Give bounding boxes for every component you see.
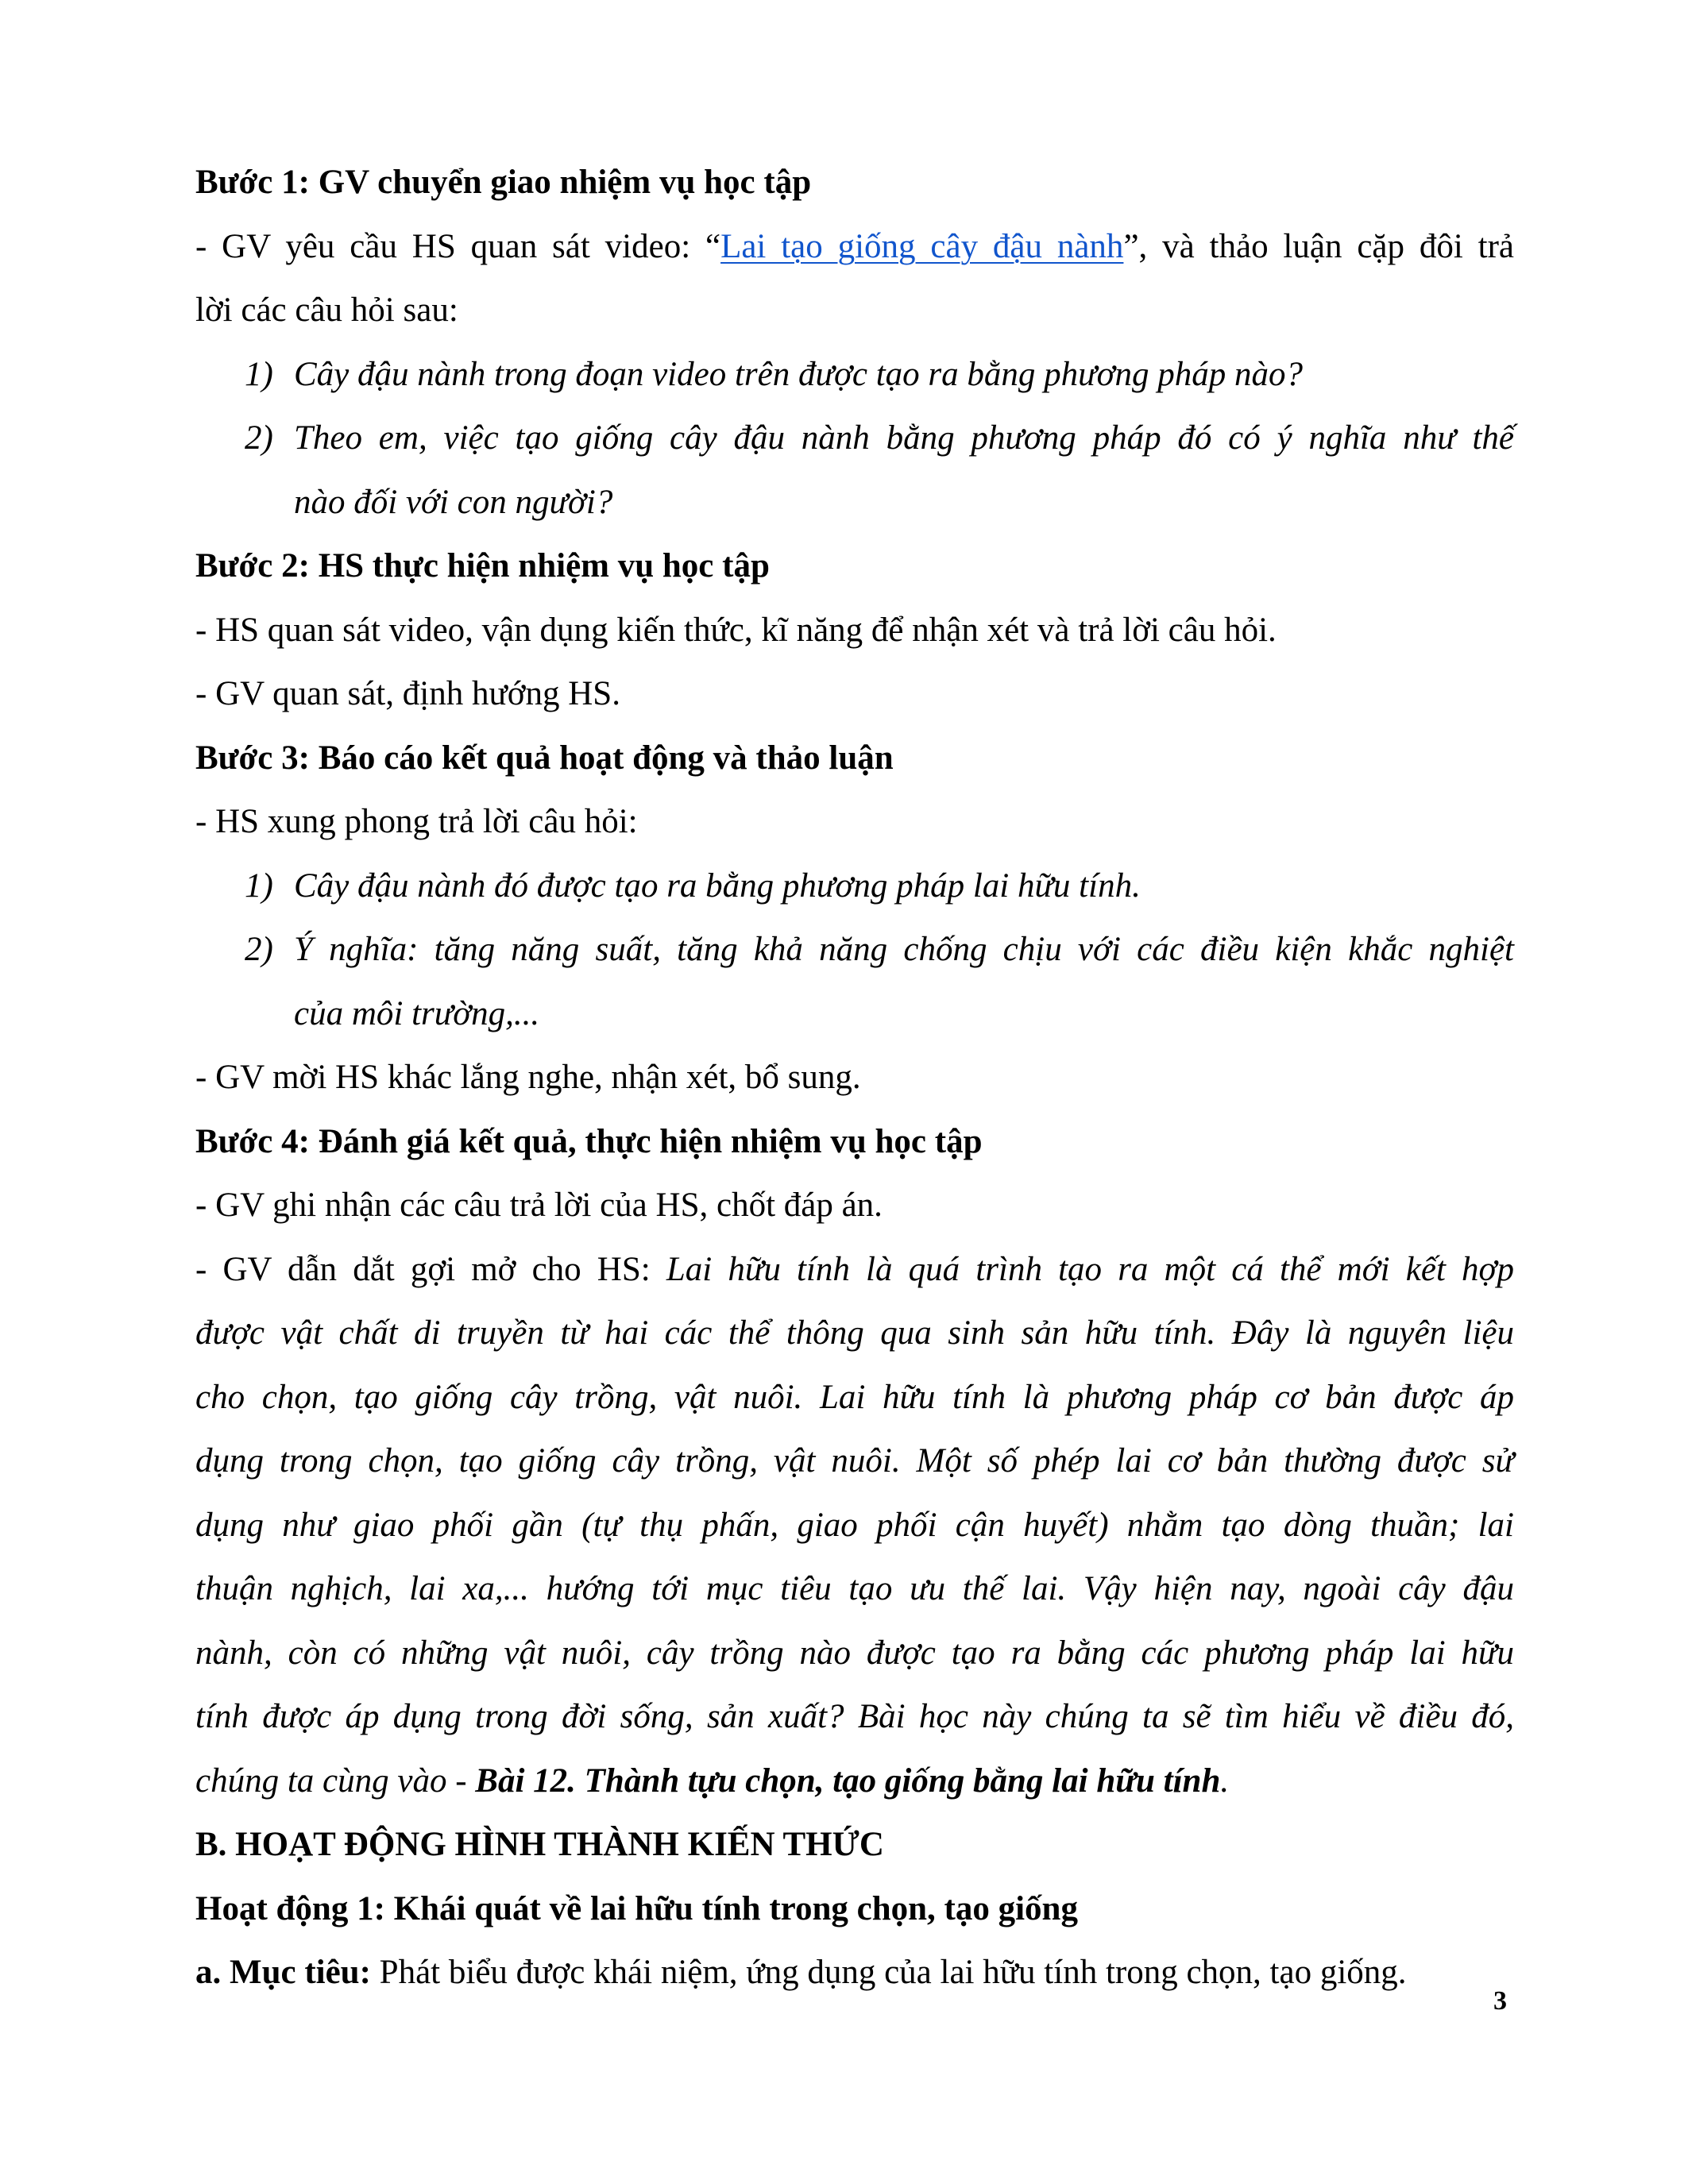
step4-paragraph-9-pre: chúng ta cùng vào -	[195, 1761, 476, 1800]
activity-1-heading: Hoạt động 1: Khái quát về lai hữu tính trong chọn, tạo giống	[195, 1889, 1078, 1927]
page-number: 3	[1493, 1986, 1507, 2016]
step4-paragraph-7: nành, còn có những vật nuôi, cây trồng nào được tạo ra bằng các phương pháp lai hữu	[195, 1634, 1514, 1672]
goal-text: Phát biểu được khái niệm, ứng dụng của lai hữu tính trong chọn, tạo giống.	[370, 1954, 1407, 1991]
step4-heading: Bước 4: Đánh giá kết quả, thực hiện nhiệm vụ học tập	[195, 1122, 983, 1160]
step4-paragraph-9	[195, 1750, 1514, 1814]
step3-line-1: - HS xung phong trả lời câu hỏi:	[195, 803, 638, 840]
step4-paragraph-1	[195, 1238, 1514, 1302]
answer-2-text: Ý nghĩa: tăng năng suất, tăng khả năng chống chịu với các điều kiện khắc nghiệt	[294, 931, 1514, 968]
lesson-title: Bài 12. Thành tựu chọn, tạo giống bằng lai hữu tính	[475, 1761, 1221, 1800]
step1-instruction-cont: lời các câu hỏi sau:	[195, 291, 458, 329]
step1-instruction-post: ”, và thảo luận cặp đôi trả	[1123, 227, 1514, 265]
step4-paragraph-text: Lai hữu tính là quá trình tạo ra một cá thể mới kết hợp	[666, 1250, 1514, 1288]
step3-line-2: - GV mời HS khác lắng nghe, nhận xét, bổ sung.	[195, 1059, 861, 1096]
answer-1-number: 1)	[245, 866, 273, 905]
question-2-text: Theo em, việc tạo giống cây đậu nành bằng phương pháp đó có ý nghĩa như thế	[294, 419, 1514, 457]
document-body	[195, 151, 1514, 2005]
step2-heading: Bước 2: HS thực hiện nhiệm vụ học tập	[195, 547, 770, 585]
step1-instruction-pre: - GV yêu cầu HS quan sát video: “	[195, 227, 721, 265]
question-2	[195, 407, 1514, 471]
answer-2-cont: của môi trường,...	[294, 994, 540, 1032]
goal-line	[195, 1941, 1514, 2005]
step4-paragraph-5: dụng như giao phối gần (tự thụ phấn, giao phối cận huyết) nhằm tạo dòng thuần; lai	[195, 1506, 1514, 1544]
step2-line-1: - HS quan sát video, vận dụng kiến thức, kĩ năng để nhận xét và trả lời câu hỏi.	[195, 611, 1277, 649]
step2-line-2: - GV quan sát, định hướng HS.	[195, 675, 620, 712]
step4-paragraph-2: được vật chất di truyền từ hai các thể thông qua sinh sản hữu tính. Đây là nguyên liệu	[195, 1314, 1514, 1352]
section-b-heading: B. HOẠT ĐỘNG HÌNH THÀNH KIẾN THỨC	[195, 1826, 884, 1863]
step4-paragraph-3: cho chọn, tạo giống cây trồng, vật nuôi. Lai hữu tính là phương pháp cơ bản được áp	[195, 1378, 1514, 1416]
question-2-number: 2)	[245, 419, 273, 457]
step4-paragraph-9-end: .	[1220, 1761, 1230, 1800]
step4-paragraph-4: dụng trong chọn, tạo giống cây trồng, vật nuôi. Một số phép lai cơ bản thường được sử	[195, 1442, 1514, 1480]
question-1-text: Cây đậu nành trong đoạn video trên được tạo ra bằng phương pháp nào?	[294, 355, 1304, 393]
step1-heading: Bước 1: GV chuyển giao nhiệm vụ học tập	[195, 164, 812, 201]
video-link[interactable]: Lai tạo giống cây đậu nành	[720, 227, 1124, 265]
step4-paragraph-lead: - GV dẫn dắt gợi mở cho HS:	[195, 1250, 666, 1288]
question-2-cont: nào đối với con người?	[294, 483, 613, 521]
answer-1	[195, 855, 1514, 919]
step3-heading: Bước 3: Báo cáo kết quả hoạt động và thảo luận	[195, 739, 894, 777]
question-1	[195, 343, 1514, 407]
answer-2-number: 2)	[245, 931, 273, 968]
step4-paragraph-6: thuận nghịch, lai xa,... hướng tới mục tiêu tạo ưu thế lai. Vậy hiện nay, ngoài cây đậu	[195, 1570, 1514, 1607]
question-1-number: 1)	[245, 355, 273, 393]
answer-1-text: Cây đậu nành đó được tạo ra bằng phương pháp lai hữu tính.	[294, 866, 1141, 905]
step4-line-1: - GV ghi nhận các câu trả lời của HS, chốt đáp án.	[195, 1187, 883, 1224]
goal-label: a. Mục tiêu:	[195, 1954, 371, 1991]
step4-paragraph-8: tính được áp dụng trong đời sống, sản xuất? Bài học này chúng ta sẽ tìm hiểu về điều đó,	[195, 1698, 1514, 1735]
answer-2	[195, 918, 1514, 982]
step1-instruction	[195, 215, 1514, 280]
